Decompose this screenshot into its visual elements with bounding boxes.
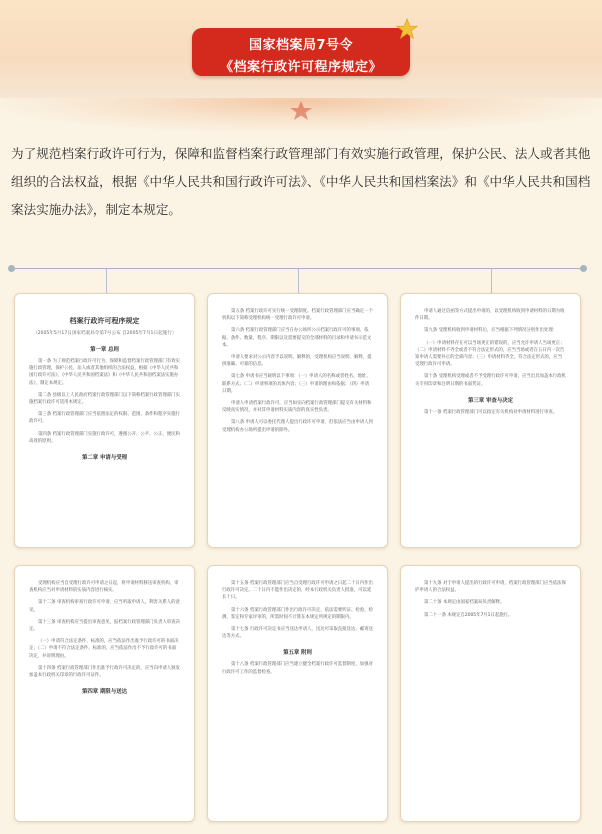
article-text: 第五条 档案行政许可实行统一受理制度。档案行政管理部门应当确定一个机构以下简称受理机构统一受理行政许可申请。 — [222, 309, 373, 322]
timeline-dot-right — [580, 265, 587, 272]
article-text: 第十条 受理机构受理或者不予受理行政许可申请，应当出具加盖本行政机关专用印章和注明日期的书面凭证。 — [415, 374, 566, 387]
article-text: 第十二条 审查机构审查行政许可申请，应当听取申请人、利害关系人的意见。 — [29, 600, 180, 613]
article-text: 第二条 县级以上人民政府档案行政管理部门以下简称档案行政管理部门实施档案行政许可适用本规定。 — [29, 392, 180, 406]
timeline-dot-left — [8, 265, 15, 272]
article-text: 第七条 申请书应当载明以下事项：（一）申请人的名称或者姓名、地址、联系方式；（二）申请事项的具体内容；（三）申请的理由和依据；（四）申请日期。 — [222, 374, 371, 394]
article-text: 第四条 档案行政管理部门实施行政许可，遵循公开、公平、公正、便民和高效的原则。 — [29, 431, 180, 444]
article-text: 受理机构应当自受理行政许可申请之日起，将申请材料移送审查机构，审查机构应当对申请材料的实质内容进行核实。 — [29, 581, 179, 594]
article-text: 第十八条 档案行政管理部门应当建立健全档案行政许可监督制度，加强对行政许可工作的监督检查。 — [222, 662, 373, 675]
article-text: 第十七条 行政许可决定书应当送达申请人，送达可采取直接送达、邮寄送达等方式。 — [222, 627, 373, 640]
chapter-heading: 第四章 期限与送达 — [81, 689, 127, 696]
title-line-1: 国家档案局7号令 — [248, 38, 354, 53]
article-text: 第十九条 对于申请人提出的行政许可申请，档案行政管理部门应当依法保护申请人的合法权益。 — [415, 581, 566, 594]
intro-paragraph: 为了规范档案行政许可行为，保障和监督档案行政管理部门有效实施行政管理，保护公民、法人或者其他组织的合法权益，根据《中华人民共和国行政许可法》、《中华人民共和国档案法》和《中华人民共和国档案法实施办法》，制定本规定。 — [11, 146, 591, 217]
article-text: 第十五条 档案行政管理部门应当自受理行政许可申请之日起二十日内作出行政许可决定。二十日内不能作出决定的，经本行政机关负责人批准，可以延长十日。 — [222, 581, 373, 601]
article-text: 第十一条 档案行政管理部门可以指定有关机构对申请材料进行审查。 — [424, 409, 558, 415]
page-title: 档案行政许可程序规定 — [69, 317, 140, 325]
article-text: 申请人申请档案行政许可，应当如实向档案行政管理部门提交有关材料和反映真实情况，并对其申请材料实质内容的真实性负责。 — [222, 401, 372, 414]
title-badge — [192, 28, 410, 76]
chapter-heading: 第二章 申请与受理 — [81, 455, 127, 462]
article-text: 第二十一条 本规定自2005年7月1日起施行。 — [424, 612, 513, 618]
document-page-6 — [400, 565, 581, 822]
timeline-tick — [491, 269, 492, 293]
article-text: （一）申请材料存在可以当场更正的错误的，应当允许申请人当场更正；（二）申请材料不齐全或者不符合法定形式的，应当当场或者在五日内一次告知申请人需要补正的全部内容；（三）申请材料齐全、符合法定形式的，应当受理行政许可申请。 — [415, 340, 565, 368]
article-text: 第十三条 审查机构应当提出审查意见，报档案行政管理部门负责人审查决定。 — [29, 619, 180, 633]
chapter-heading: 第三章 审查与决定 — [467, 397, 513, 404]
chapter-heading: 第五章 附则 — [283, 650, 312, 657]
document-page-4 — [14, 565, 195, 822]
article-text: 申请人要求对公示内容予以说明、解释的，受理机构应当说明、解释，提供准确、可靠的信息。 — [222, 355, 372, 368]
page-meta: （2005年5月17日国家档案局令第7号公布 自2005年7月1日起施行） — [33, 331, 177, 336]
article-text: 第十六条 档案行政管理部门作出行政许可决定，依法需要听证、检验、检测、鉴定和专家评审的，所需时间不计算在本规定所规定的期限内。 — [222, 607, 373, 620]
star-icon — [396, 18, 418, 40]
title-line-2: 《档案行政许可程序规定》 — [219, 60, 382, 75]
article-text: 第六条 档案行政管理部门应当在办公场所公示档案行政许可的事项、依据、条件、数量、程序、期限以及需要提交的全部材料的目录和申请书示范文本。 — [222, 328, 372, 348]
article-text: 第一条 为了规范档案行政许可行为，保障和监督档案行政管理部门有效实施行政管理，保护公民、法人或者其他组织的合法权益，根据《中华人民共和国行政许可法》、《中华人民共和国档案法》和《中华人民共和国档案法实施办法》，制定本规定。 — [29, 359, 180, 386]
emblem-star-icon — [286, 100, 316, 122]
timeline-tick — [298, 269, 299, 293]
article-text: 第十四条 档案行政管理部门作出准予行政许可决定的，应当向申请人颁发加盖本行政机关印章的行政许可证件。 — [29, 665, 180, 679]
document-page-3 — [400, 293, 581, 548]
document-page-1 — [14, 293, 195, 548]
article-text: 第二十条 本规定由国家档案局负责解释。 — [424, 600, 505, 606]
article-text: 第三条 档案行政管理部门应当依照法定的权限、范围、条件和程序实施行政许可。 — [29, 412, 180, 425]
document-page-5 — [207, 565, 388, 822]
document-page-2 — [207, 293, 388, 548]
article-text: 第九条 受理机构收到申请材料后，应当根据下列情况分别作出处理： — [424, 328, 558, 334]
article-text: 第八条 申请人可以委托代理人提出行政许可申请，但依法应当由申请人到受理机构办公场所提出申请的除外。 — [222, 420, 373, 433]
chapter-heading: 第一章 总则 — [90, 347, 119, 353]
article-text: （一）申请符合法定条件、标准的，应当依法作出准予行政许可的书面决定；（二）申请不符合法定条件、标准的，应当依法作出不予行政许可的书面决定，并说明理由。 — [29, 639, 179, 659]
article-text: 申请人通过信函等方式提出申请的，以受理机构收到申请材料的日期为收件日期。 — [415, 309, 565, 322]
timeline-tick — [106, 269, 107, 293]
